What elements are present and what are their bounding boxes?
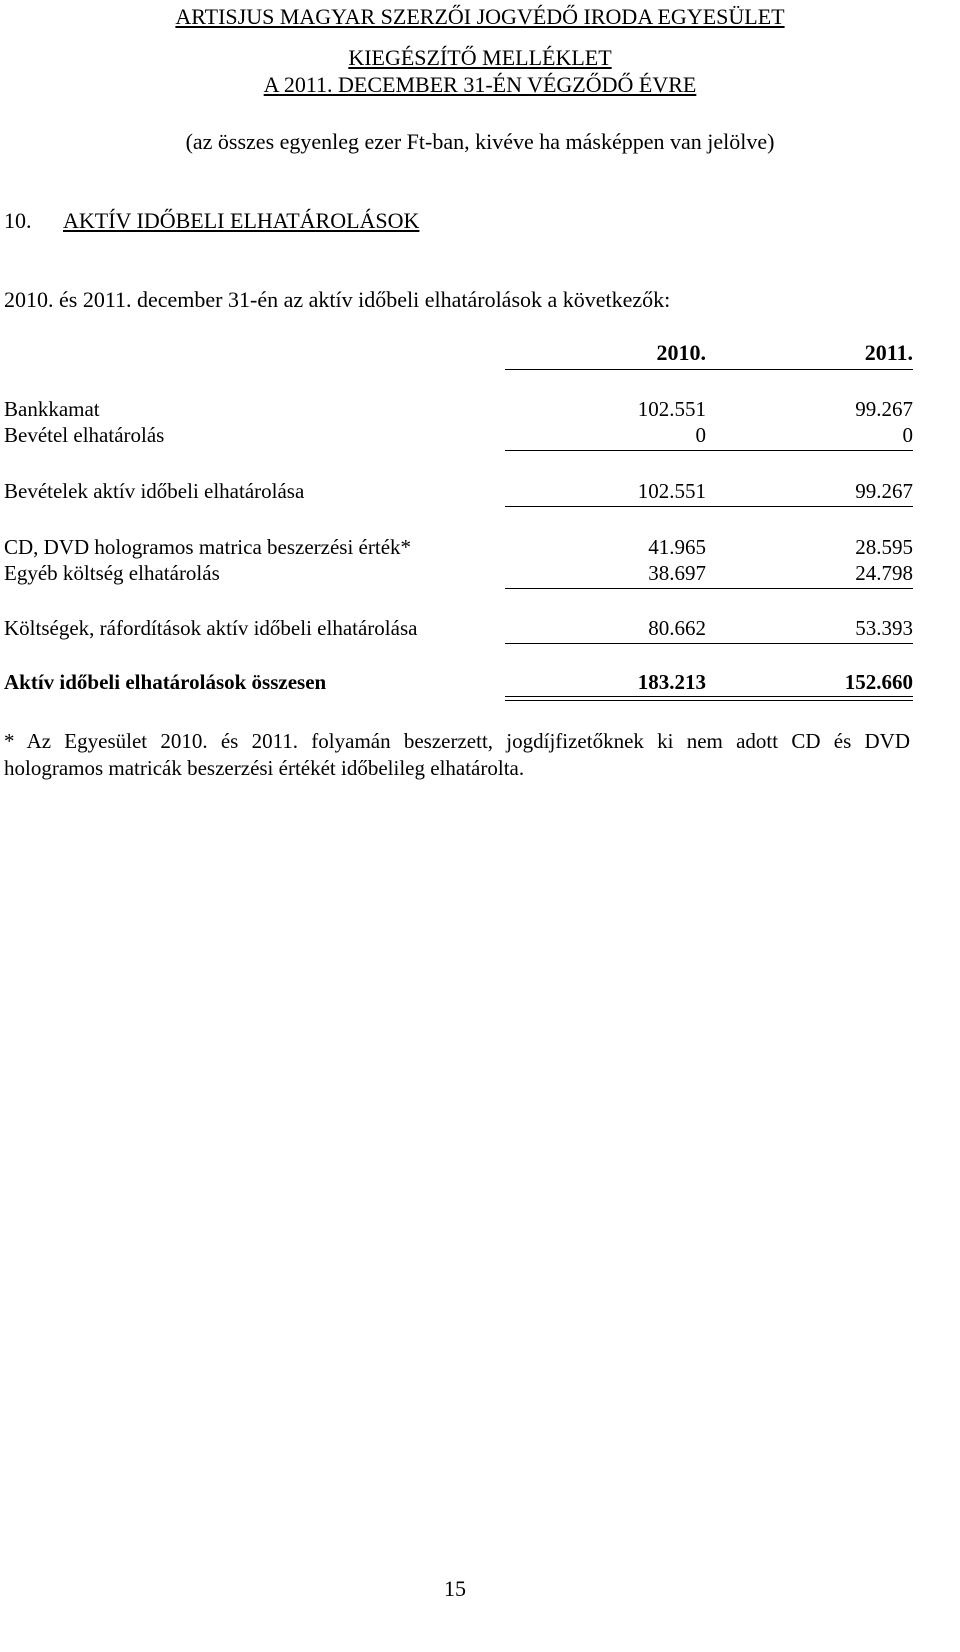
row-value-2010: 102.551: [637, 479, 706, 503]
organization-title: ARTISJUS MAGYAR SZERZŐI JOGVÉDŐ IRODA EGYESÜLET: [175, 4, 785, 29]
column-header-2011: 2011.: [864, 340, 913, 365]
subtotal-rule-2011: [703, 450, 913, 451]
subtotal-rule-2010: [505, 450, 706, 451]
total-value-2010: 183.213: [637, 670, 706, 694]
row-value-2011: 28.595: [855, 535, 913, 559]
row-label-koltsegek-subtotal: Költségek, ráfordítások aktív időbeli elhatárolása: [4, 616, 418, 640]
header-rule-2010: [505, 369, 706, 370]
subtotal-underline-2011: [703, 506, 913, 507]
document-title: KIEGÉSZÍTŐ MELLÉKLET: [348, 45, 612, 70]
row-label-bevetelek-subtotal: Bevételek aktív időbeli elhatárolása: [4, 479, 305, 503]
subtotal-rule-2011: [703, 588, 913, 589]
row-value-2011: 53.393: [855, 616, 913, 640]
period-title: A 2011. DECEMBER 31-ÉN VÉGZŐDŐ ÉVRE: [263, 72, 697, 97]
footnote-line-1: * Az Egyesület 2010. és 2011. folyamán beszerzett, jogdíjfizetőknek ki nem adott CD és DVD: [4, 729, 910, 753]
header-rule-2011: [703, 369, 913, 370]
total-double-rule-2011: [703, 696, 913, 701]
row-value-2011: 99.267: [855, 397, 913, 421]
row-value-2010: 102.551: [637, 397, 706, 421]
row-label-bevetel-elhatarolas: Bevétel elhatárolás: [4, 423, 165, 447]
row-value-2010: 38.697: [648, 561, 706, 585]
column-header-2010: 2010.: [656, 340, 706, 365]
subtotal-underline-2010: [505, 506, 706, 507]
row-label-egyeb-koltseg: Egyéb költség elhatárolás: [4, 561, 220, 585]
total-double-rule-2010: [505, 696, 706, 701]
row-value-2011: 0: [902, 423, 913, 447]
total-value-2011: 152.660: [844, 670, 913, 694]
section-number: 10.: [4, 208, 32, 233]
row-value-2010: 41.965: [648, 535, 706, 559]
row-label-total: Aktív időbeli elhatárolások összesen: [4, 670, 327, 694]
page-number: 15: [444, 1576, 466, 1601]
row-value-2010: 0: [695, 423, 706, 447]
subtotal-rule-2010: [505, 588, 706, 589]
row-label-bankkamat: Bankkamat: [4, 397, 100, 421]
footnote-line-2: hologramos matricák beszerzési értékét időbelileg elhatárolta.: [4, 756, 525, 780]
section-intro: 2010. és 2011. december 31-én az aktív időbeli elhatárolások a következők:: [4, 287, 671, 312]
currency-note: (az összes egyenleg ezer Ft-ban, kivéve ha másképpen van jelölve): [185, 129, 775, 154]
row-value-2011: 24.798: [855, 561, 913, 585]
subtotal-underline-2010: [505, 643, 706, 644]
row-value-2010: 80.662: [648, 616, 706, 640]
section-title: AKTÍV IDŐBELI ELHATÁROLÁSOK: [63, 208, 420, 233]
subtotal-underline-2011: [703, 643, 913, 644]
row-label-cd-dvd: CD, DVD hologramos matrica beszerzési érték*: [4, 535, 412, 559]
row-value-2011: 99.267: [855, 479, 913, 503]
